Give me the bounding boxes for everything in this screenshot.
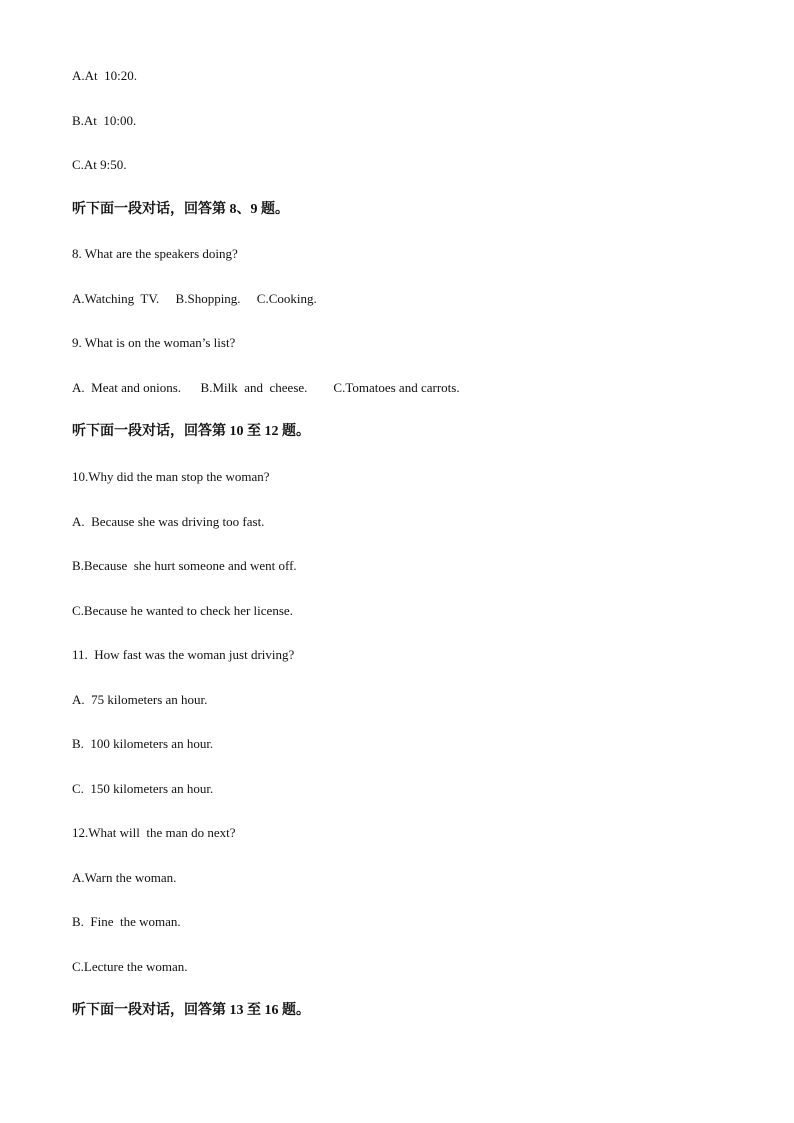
question-10: 10.Why did the man stop the woman? [72,469,270,484]
section-heading-8-9: 听下面一段对话，回答第 8、9 题。 [72,202,289,217]
section-heading-13-16: 听下面一段对话，回答第 13 至 16 题。 [72,1003,310,1018]
question-8: 8. What are the speakers doing? [72,246,238,261]
option-10a: A. Because she was driving too fast. [72,514,265,529]
option-11c: C. 150 kilometers an hour. [72,781,214,796]
question-11: 11. How fast was the woman just driving? [72,647,295,662]
document-page [72,0,752,1123]
question-9: 9. What is on the woman’s list? [72,335,236,350]
option-11b: B. 100 kilometers an hour. [72,736,214,751]
option-10c: C.Because he wanted to check her license. [72,603,293,618]
option-11a: A. 75 kilometers an hour. [72,692,208,707]
options-8: A.Watching TV. B.Shopping. C.Cooking. [72,291,317,306]
option-12c: C.Lecture the woman. [72,959,188,974]
options-9: A. Meat and onions. B.Milk and cheese. C.Tomatoes and carrots. [72,380,460,395]
question-12: 12.What will the man do next? [72,825,236,840]
option-7a: A.At 10:20. [72,68,137,83]
section-heading-10-12: 听下面一段对话，回答第 10 至 12 题。 [72,424,310,439]
option-12a: A.Warn the woman. [72,870,177,885]
option-12b: B. Fine the woman. [72,914,181,929]
option-10b: B.Because she hurt someone and went off. [72,558,297,573]
option-7c: C.At 9:50. [72,157,127,172]
option-7b: B.At 10:00. [72,113,137,128]
